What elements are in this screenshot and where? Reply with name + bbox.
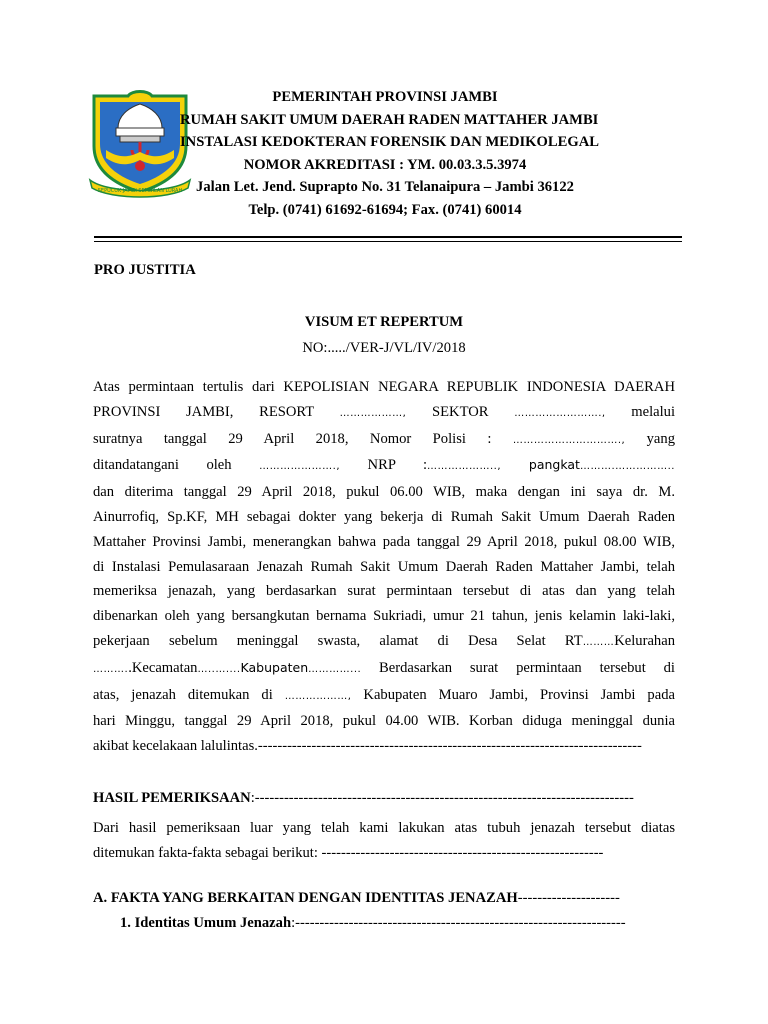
body-line: Ainurrofiq, Sp.KF, MH sebagai dokter yang bekerja di Rumah Sakit Umum Daerah Raden (93, 508, 675, 525)
blank-dots: ……….…………….. (579, 461, 675, 473)
text: pangkat (501, 457, 580, 473)
section-a-label: A. FAKTA YANG BERKAITAN DENGAN IDENTITAS JENAZAH (93, 890, 518, 906)
body-paragraph (93, 375, 675, 759)
text: PROVINSI JAMBI, RESORT (93, 403, 340, 420)
blank-dots: …..….... (197, 663, 241, 675)
jambi-emblem-icon (88, 88, 192, 200)
logo-ribbon-text: SEPUCUK JAMBI SEMBILAN LURAH (97, 188, 183, 194)
text: yang (625, 430, 675, 447)
text: Kelurahan (614, 632, 675, 649)
body-line (93, 427, 675, 454)
blank-dots: ……………………., (514, 407, 606, 419)
section-a-dashes: --------------------- (517, 890, 620, 906)
hasil-label: HASIL PEMERIKSAAN (93, 790, 251, 806)
body-line: Atas permintaan tertulis dari KEPOLISIAN NEGARA REPUBLIK INDONESIA DAERAH (93, 379, 675, 395)
section-1-heading (120, 915, 626, 932)
text: .Kecamatan (128, 659, 198, 676)
body-line: dibenarkan oleh yang bersangkutan bernama Sukriadi, umur 21 tahun, jenis kelamin laki-laki, (93, 608, 675, 625)
text: ditandatangani oleh (93, 457, 260, 474)
body-line: Mattaher Provinsi Jambi, menerangkan bahwa pada tanggal 29 April 2018, pukul 08.00 WIB, (93, 533, 675, 550)
hospital-logo (88, 88, 192, 200)
hasil-line: Dari hasil pemeriksaan luar yang telah kami lakukan atas tubuh jenazah tersebut diatas (93, 820, 675, 836)
blank-dots: ………………, (284, 690, 352, 702)
body-line: dan diterima tanggal 29 April 2018, pukul 06.00 WIB, maka dengan ini saya dr. M. (93, 484, 675, 501)
blank-dots: ……… (582, 636, 615, 648)
blank-dots: ………. (93, 663, 129, 675)
header-installation: INSTALASI KEDOKTERAN FORENSIK DAN MEDIKOLEGAL (180, 134, 599, 151)
visum-number: NO:...../VER-J/VL/IV/2018 (302, 340, 466, 356)
blank-dots: ………………, (339, 407, 407, 419)
header-address: Jalan Let. Jend. Suprapto No. 31 Telanaipura – Jambi 36122 (196, 179, 574, 196)
text: pekerjaan sebelum meninggal swasta, alamat di Desa Selat RT (93, 632, 583, 649)
blank-dots: …………………………., (512, 434, 626, 446)
header-hospital: RUMAH SAKIT UMUM DAERAH RADEN MATTAHER JAMBI (180, 111, 599, 128)
section-1-dashes: :-------------------------------------------------------------------- (291, 915, 626, 931)
blank-dots: …………... (308, 663, 362, 675)
body-line: hari Minggu, tanggal 29 April 2018, pukul 04.00 WIB. Korban diduga meninggal dunia (93, 713, 675, 730)
blank-dots: ……………….., (427, 461, 502, 473)
text: melalui (605, 403, 676, 420)
text: Berdasarkan surat permintaan tersebut di (361, 659, 675, 676)
text: atas, jenazah ditemukan di (93, 686, 285, 703)
text: Kabupaten (240, 659, 309, 675)
hasil-line: ditemukan fakta-fakta sebagai berikut: ---------------------------------------------------------- (93, 844, 604, 861)
header-accreditation: NOMOR AKREDITASI : YM. 00.03.3.5.3974 (243, 156, 527, 173)
text: SEKTOR (406, 403, 515, 420)
hasil-paragraph (93, 816, 675, 866)
section-1-label: 1. Identitas Umum Jenazah (120, 915, 292, 931)
body-line (93, 656, 675, 683)
body-line: akibat kecelakaan lalulintas.------------------------------------------------------------------------------- (93, 738, 642, 755)
text: suratnya tanggal 29 April 2018, Nomor Polisi : (93, 430, 513, 447)
body-line (93, 400, 675, 427)
body-line: di Instalasi Pemulasaraan Jenazah Rumah Sakit Umum Daerah Raden Mattaher Jambi, telah (93, 558, 675, 575)
letterhead-thin-rule (94, 241, 682, 242)
header-phone: Telp. (0741) 61692-61694; Fax. (0741) 60014 (248, 201, 522, 218)
pro-justitia: PRO JUSTITIA (94, 262, 196, 278)
body-line (93, 453, 675, 480)
hasil-heading (93, 790, 634, 807)
visum-title: VISUM ET REPERTUM (304, 314, 464, 330)
letterhead-thick-rule (94, 236, 682, 238)
body-line (93, 683, 675, 710)
text: Kabupaten Muaro Jambi, Provinsi Jambi pada (351, 686, 675, 703)
hasil-dashes: :------------------------------------------------------------------------------ (250, 790, 634, 806)
section-a-heading (93, 890, 620, 907)
text: NRP : (340, 457, 427, 474)
blank-dots: …………………., (259, 461, 340, 473)
body-line (93, 629, 675, 656)
header-government: PEMERINTAH PROVINSI JAMBI (272, 89, 498, 105)
letterhead (180, 86, 599, 222)
body-line: memeriksa jenazah, yang berdasarkan surat permintaan tersebut di atas dan yang telah (93, 583, 675, 600)
